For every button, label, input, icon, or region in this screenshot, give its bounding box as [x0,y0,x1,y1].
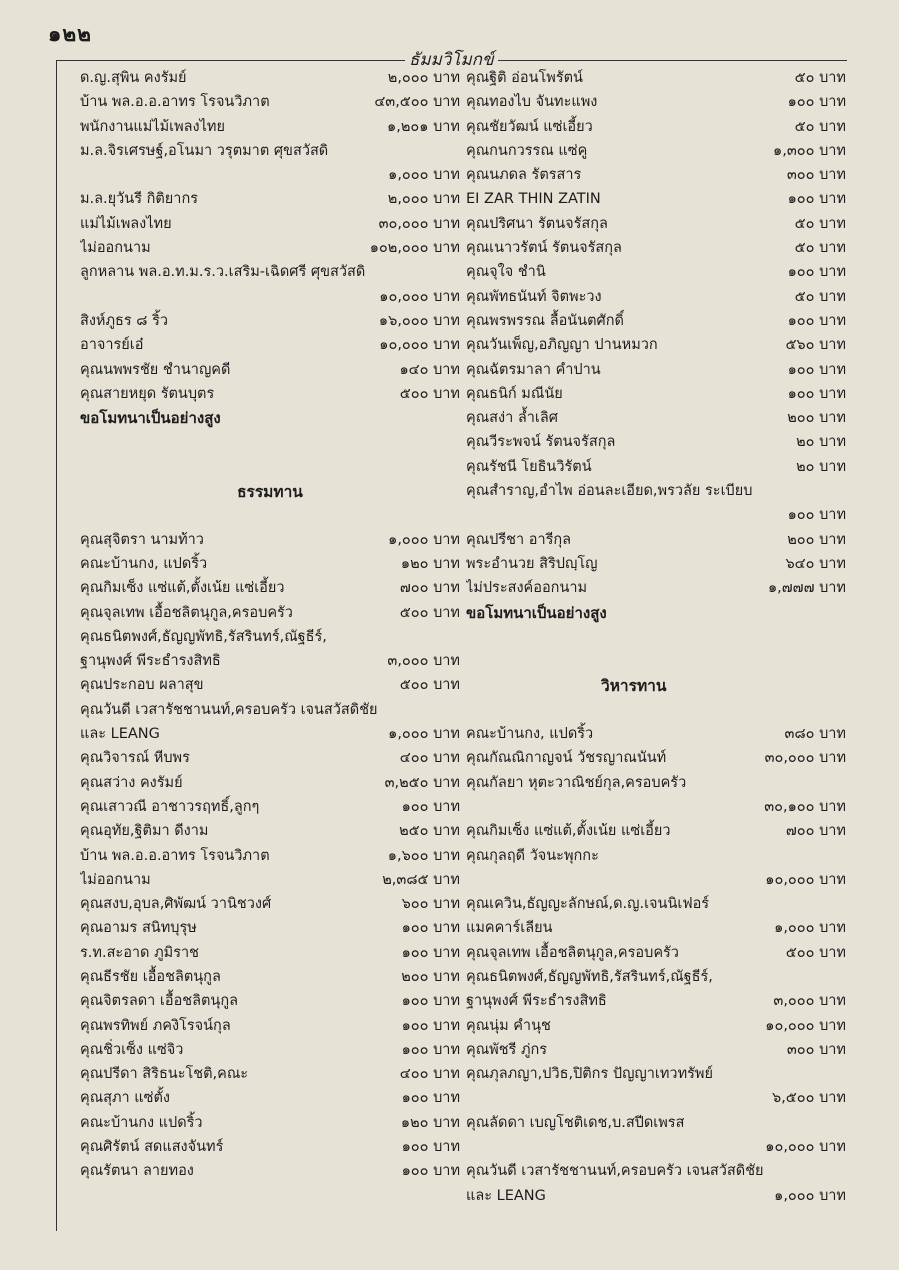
donation-amount: ๑๐๐ บาท [401,920,460,937]
spacer [466,698,846,722]
donor-name: คุณภุลภญา,ปวิธ,ปิติกร ปัญญาเทวทรัพย์ [466,1066,713,1083]
donor-name: ฐานุพงศ์ พีระธำรงสิทธิ [466,993,607,1010]
donation-row [80,66,460,90]
donation-amount: ๑,๐๐๐ บาท [388,726,460,743]
donation-amount: ๑,๗๗๗ บาท [767,580,846,597]
donation-row [80,1111,460,1135]
donor-name: ร.ท.สะอาด ภูมิราช [80,944,199,961]
donation-row [80,1135,460,1159]
donation-row [80,844,460,868]
donation-amount: ๗๐๐ บาท [399,580,460,597]
donation-row [466,1038,846,1062]
donation-row [466,358,846,382]
donation-amount: ๑,๓๐๐ บาท [773,142,846,159]
donation-row [466,528,846,552]
donor-name: พนักงานแม่ไม้เพลงไทย [80,118,225,135]
donor-name: คุณกัณณิกาญจน์ วัชรญาณนันท์ [466,750,667,767]
donation-amount: ๓๐๐ บาท [786,167,846,184]
donation-row [80,1062,460,1086]
donation-amount: ๑๐๒,๐๐๐ บาท [369,240,460,257]
donation-amount: ๔๐๐ บาท [399,1066,460,1083]
donation-row [466,916,846,940]
donation-amount: ๑๒๐ บาท [400,555,460,572]
donation-amount: ๑๐๐ บาท [401,798,460,815]
donor-name: ฐานุพงศ์ พีระธำรงสิทธิ [80,653,221,670]
donation-amount: ๑๐,๐๐๐ บาท [765,1017,846,1034]
donation-row [80,941,460,965]
donation-row [80,892,460,916]
donation-row [80,382,460,406]
donor-name: สิงห์ภูธร ๘ ริ้ว [80,312,169,329]
donor-name: พระอำนวย สิริปญฺโญ [466,555,598,572]
donor-name: คุณชัยวัฒน์ แซ่เอี้ยว [466,118,593,135]
left-column [80,66,460,1184]
donation-row [466,1111,846,1135]
donation-amount: ๕๐๐ บาท [785,944,846,961]
donation-amount: ๑๐๐ บาท [787,264,846,281]
donation-row [466,892,846,916]
donation-amount: ๓,๒๕๐ บาท [384,774,460,791]
section-heading: วิหารทาน [601,677,667,696]
donation-amount: ๕๖๐ บาท [785,337,846,354]
donor-name: คุณสงบ,อุบล,ศิพัฒน์ วานิชวงศ์ [80,896,272,913]
donation-row [466,819,846,843]
donation-row [80,795,460,819]
donation-amount: ๒๐๐ บาท [787,531,846,548]
section-heading: ธรรมทาน [237,483,303,502]
donation-row [466,236,846,260]
donation-amount: ๒๐๐ บาท [401,968,460,985]
thanks-note: ขอโมทนาเป็นอย่างสูง [466,603,607,622]
donation-row [80,771,460,795]
donor-name: คุณสายหยุด รัตนบุตร [80,385,215,402]
donation-row [80,1038,460,1062]
donation-row [80,115,460,139]
donation-row [80,163,460,187]
donor-name: คุณวันดี เวสารัชชานนท์,ครอบครัว เจนสวัสดิชัย [80,701,378,718]
donation-amount: ๑,๐๐๐ บาท [774,1187,846,1204]
donation-row [80,819,460,843]
donation-amount: ๓,๐๐๐ บาท [387,653,460,670]
spacer [80,503,460,527]
donation-amount: ๑๖,๐๐๐ บาท [378,312,460,329]
donor-name: คุณศิรัตน์ สดแสงจันทร์ [80,1139,224,1156]
donation-amount: ๑,๐๐๐ บาท [388,531,460,548]
donor-name: ลูกหลาน พล.อ.ท.ม.ร.ว.เสริม-เฉิดศรี ศุขสวัสดิ [80,264,366,281]
donor-name: คุณวันเพ็ญ,อภิญญา ปานหมวก [466,337,658,354]
donation-amount: ๑๐,๐๐๐ บาท [379,288,460,305]
donation-amount: ๕๐ บาท [794,118,846,135]
donor-name: คุณฉัตรมาลา คำปาน [466,361,601,378]
donor-name: คุณปรีชา อารีกุล [466,531,572,548]
donation-amount: ๕๐ บาท [794,70,846,86]
donation-row [466,139,846,163]
donation-amount: ๑๐๐ บาท [787,507,846,524]
donor-name: คุณพรทิพย์ ภคงิโรจน์กุล [80,1017,231,1034]
donor-name: อาจารย์เอ๋ [80,337,144,354]
donation-row [80,1086,460,1110]
donation-amount: ๕๐๐ บาท [399,385,460,402]
donation-amount: ๒,๐๐๐ บาท [387,191,460,208]
donation-row [466,479,846,503]
donation-row [466,430,846,454]
donation-amount: ๖๐๐ บาท [401,896,460,913]
donation-amount: ๓๐๐ บาท [786,1041,846,1058]
donation-amount: ๑๐๐ บาท [401,944,460,961]
donation-amount: ๑,๐๐๐ บาท [388,167,460,184]
donor-name: ไม่ประสงค์ออกนาม [466,580,588,597]
donation-row [466,66,846,90]
donor-name: คุณกิมเซ็ง แซ่แต้,ตั้งเน้ย แซ่เอี้ยว [80,580,285,597]
donation-row [80,358,460,382]
donor-name: คุณสง่า ล้ำเลิศ [466,410,558,427]
donor-name: คุณพรพรรณ ลื้อนันตศักดิ์ [466,312,624,329]
donor-name: คุณประกอบ ผลาสุข [80,677,204,694]
donation-amount: ๑๐๐ บาท [787,385,846,402]
donor-name: คุณชิ่วเซ็ง แซ่จิว [80,1041,184,1058]
donor-name: คุณสว่าง คงรัมย์ [80,774,183,791]
spacer [466,649,846,673]
donation-amount: ๓๐,๐๐๐ บาท [378,215,460,232]
donation-amount: ๑๐๐ บาท [401,1090,460,1107]
donor-name: คุณวีระพจน์ รัตนจรัสกุล [466,434,616,451]
donation-amount: ๒,๐๐๐ บาท [387,70,460,86]
donation-row [80,698,460,722]
donation-row [80,90,460,114]
donor-name: บ้าน พล.อ.อ.อาทร โรจนวิภาต [80,94,270,111]
donation-amount: ๖,๕๐๐ บาท [771,1090,846,1107]
donor-name: คุณธีรชัย เอื้อชลิตนุกูล [80,968,221,985]
donation-row [80,139,460,163]
donor-name: คุณเสาวณี อาชาวรฤทธิ์,ลูกๆ [80,798,260,815]
donation-amount: ๑๐,๐๐๐ บาท [765,871,846,888]
donor-name: คุณกิมเซ็ง แซ่แต้,ตั้งเน้ย แซ่เอี้ยว [466,823,671,840]
donation-amount: ๕๐๐ บาท [399,677,460,694]
donation-row [466,552,846,576]
donor-name: คุณจุใจ ชำนิ [466,264,546,281]
donor-name: คุณจุลเทพ เอื้อชลิตนุกูล,ครอบครัว [466,944,679,961]
donation-amount: ๑๐๐ บาท [787,312,846,329]
donation-row [80,1159,460,1183]
donor-name: คุณรัชนี โยธินวิรัตน์ [466,458,592,475]
donor-name: คุณรัตนา ลายทอง [80,1163,194,1180]
page-number: ๑๒๒ [48,22,93,46]
right-column [466,66,846,1208]
donation-row [466,212,846,236]
donation-amount: ๓๐,๑๐๐ บาท [764,798,846,815]
running-header: ธัมมวิโมกข์ [405,46,498,73]
donation-row [466,382,846,406]
donation-row [80,916,460,940]
donation-row [466,1014,846,1038]
donation-row [80,187,460,211]
donation-row [80,1014,460,1038]
donation-row [466,187,846,211]
donation-amount: ๕๐๐ บาท [399,604,460,621]
donor-name: คุณวันดี เวสารัชชานนท์,ครอบครัว เจนสวัสดิชัย [466,1163,764,1180]
donation-row [466,333,846,357]
donor-name: คุณฐิติ อ่อนโพรัตน์ [466,70,583,86]
donation-row [80,552,460,576]
donation-row [80,989,460,1013]
donation-amount: ๑,๒๐๑ บาท [387,118,460,135]
donor-name: แมคคาร์เลียน [466,920,553,937]
donation-amount: ๒๐๐ บาท [787,410,846,427]
donation-amount: ๒๐ บาท [796,458,846,475]
donor-name: คุณนพพรชัย ชำนาญคดี [80,361,231,378]
donation-row [80,965,460,989]
donor-name: คุณสุภา แซ่ตั้ง [80,1090,170,1107]
donor-name: คุณพัทธนันท์ จิตพะวง [466,288,602,305]
donor-name: คุณกนกวรรณ แซ่คู [466,142,588,159]
donor-name: คณะบ้านกง, แปดริ้ว [80,555,208,572]
donation-row [466,795,846,819]
donation-row [80,722,460,746]
donor-name: ไม่ออกนาม [80,871,151,888]
donation-row [466,576,846,600]
donor-name: คุณธนิตพงศ์,ธัญญพัทธิ,รัสรินทร์,ณัฐธีร์, [466,968,713,985]
donor-name: และ LEANG [80,726,160,743]
donation-amount: ๒๕๐ บาท [399,823,460,840]
donation-amount: ๑๐๐ บาท [401,1163,460,1180]
donor-name: ม.ล.จิรเศรษฐ์,อโนมา วรุตมาต ศุขสวัสดิ [80,142,329,159]
donation-amount: ๑๐๐ บาท [401,1017,460,1034]
donation-amount: ๔๓,๕๐๐ บาท [374,94,460,111]
donor-name: คุณปริศนา รัตนจรัสกุล [466,215,608,232]
donation-row [466,309,846,333]
donor-name: คุณทองไบ จันทะแพง [466,94,598,111]
donation-row [466,1159,846,1183]
donation-row [80,333,460,357]
donation-row [466,503,846,527]
donation-amount: ๑๔๐ บาท [399,361,460,378]
donation-row [80,528,460,552]
donor-name: บ้าน พล.อ.อ.อาทร โรจนวิภาต [80,847,270,864]
donation-row [80,868,460,892]
donation-row [80,285,460,309]
donation-amount: ๓,๐๐๐ บาท [773,993,846,1010]
donor-name: คุณอามร สนิทบุรุษ [80,920,197,937]
donation-row [466,868,846,892]
donation-row [80,673,460,697]
donation-row [466,1135,846,1159]
donor-name: คุณธนิก์ มณีนัย [466,385,563,402]
donor-name: คุณสำราญ,อำไพ อ่อนละเอียด,พรวลัย ระเบียบ [466,483,753,500]
donation-row [466,455,846,479]
spacer [80,430,460,454]
donation-row [466,989,846,1013]
donation-row [466,746,846,770]
donor-name: คุณวิจารณ์ หีบพร [80,750,190,767]
donation-row [466,285,846,309]
donor-name: คุณกัลยา หุตะวาณิชย์กุล,ครอบครัว [466,774,687,791]
donor-name: คุณลัดดา เบญโชติเดช,บ.สปีดเพรส [466,1114,685,1131]
donation-amount: ๕๐ บาท [794,240,846,257]
donation-amount: ๑๐๐ บาท [401,993,460,1010]
donation-row [80,260,460,284]
donor-name: EI ZAR THIN ZATIN [466,191,601,208]
donor-name: แม่ไม้เพลงไทย [80,215,172,232]
donation-amount: ๑๐๐ บาท [787,361,846,378]
donation-amount: ๗๐๐ บาท [785,823,846,840]
donor-name: คุณสุจิตรา นามท้าว [80,531,204,548]
donation-row [80,576,460,600]
spacer [80,455,460,479]
spacer [466,625,846,649]
donor-name: คุณอุทัย,ฐิติมา ดีงาม [80,823,209,840]
donation-row [466,965,846,989]
donation-row [80,746,460,770]
donation-row [466,1062,846,1086]
donation-row [80,649,460,673]
donation-row [80,625,460,649]
donation-amount: ๑๐,๐๐๐ บาท [379,337,460,354]
donation-row [466,90,846,114]
donation-row [466,406,846,430]
donation-amount: ๕๐ บาท [794,288,846,305]
donor-name: ด.ญ.สุพิน คงรัมย์ [80,70,187,86]
donation-amount: ๑,๐๐๐ บาท [774,920,846,937]
donor-name: คุณธนิตพงศ์,ธัญญพัทธิ,รัสรินทร์,ณัฐธีร์, [80,628,327,645]
donation-amount: ๕๐ บาท [794,215,846,232]
donor-name: คุณจิตรลดา เอื้อชลิตนุกูล [80,993,238,1010]
donation-row [466,844,846,868]
donation-row [466,163,846,187]
donor-name: คุณนภดล รัตรสาร [466,167,582,184]
donation-row [466,115,846,139]
donor-name: คุณปรีดา สิริธนะโชติ,คณะ [80,1066,249,1083]
donation-amount: ๔๐๐ บาท [399,750,460,767]
donation-amount: ๓๘๐ บาท [784,726,846,743]
donation-row [466,722,846,746]
donation-amount: ๒,๓๘๕ บาท [382,871,460,888]
donation-amount: ๑๐๐ บาท [787,94,846,111]
donor-name: คุณจุลเทพ เอื้อชลิตนุกูล,ครอบครัว [80,604,293,621]
donation-row [466,260,846,284]
thanks-note: ขอโมทนาเป็นอย่างสูง [80,409,221,428]
donation-amount: ๑๐๐ บาท [401,1041,460,1058]
donation-amount: ๒๐ บาท [796,434,846,451]
donor-name: ไม่ออกนาม [80,240,151,257]
donation-amount: ๑๐๐ บาท [401,1139,460,1156]
donor-name: คุณเควิน,ธัญญะลักษณ์,ด.ญ.เจนนิเฟอร์ [466,896,710,913]
donation-row [80,309,460,333]
donation-amount: ๑,๖๐๐ บาท [387,847,460,864]
donation-row [466,771,846,795]
donor-name: คณะบ้านกง, แปดริ้ว [466,726,594,743]
donation-amount: ๖๔๐ บาท [785,555,846,572]
donor-name: คุณกุลฤดี วัจนะพุกกะ [466,847,599,864]
donation-row [80,212,460,236]
donation-row [466,1086,846,1110]
donation-row [466,941,846,965]
donor-name: คุณนุ่ม คำนุช [466,1017,551,1034]
donation-amount: ๓๐,๐๐๐ บาท [764,750,846,767]
donation-amount: ๑๐๐ บาท [787,191,846,208]
donation-amount: ๑๒๐ บาท [400,1114,460,1131]
donor-name: ม.ล.ยุวันรี กิติยากร [80,191,199,208]
donor-name: และ LEANG [466,1187,546,1204]
donor-name: คุณเนาวรัตน์ รัตนจรัสกุล [466,240,622,257]
donation-row [80,236,460,260]
donation-amount: ๑๐,๐๐๐ บาท [765,1139,846,1156]
donor-name: คุณพัชรี ภู่กร [466,1041,548,1058]
donation-row [466,1184,846,1208]
donation-row [80,601,460,625]
donor-name: คณะบ้านกง แปดริ้ว [80,1114,203,1131]
